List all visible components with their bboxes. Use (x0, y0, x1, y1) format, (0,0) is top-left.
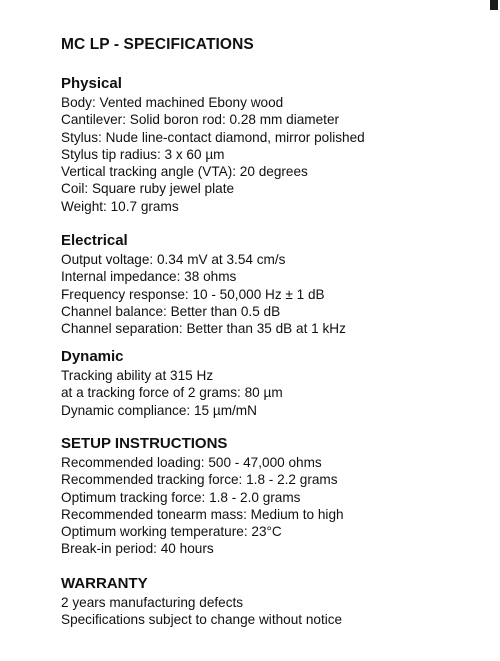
section-electrical (61, 231, 481, 337)
spec-line-change-notice: Specifications subject to change without notice (61, 612, 343, 628)
spec-line-stylus-tip-radius: Stylus tip radius: 3 x 60 µm (61, 146, 225, 162)
scan-corner-mark (490, 0, 498, 10)
spec-line-tracking-force-condition: at a tracking force of 2 grams: 80 µm (61, 385, 283, 401)
spec-line-break-in-period: Break-in period: 40 hours (61, 541, 214, 557)
spec-line-coil: Coil: Square ruby jewel plate (61, 181, 235, 197)
spec-line-channel-balance: Channel balance: Better than 0.5 dB (61, 303, 281, 319)
spec-line-body: Body: Vented machined Ebony wood (61, 95, 284, 110)
spec-line-stylus: Stylus: Nude line-contact diamond, mirror polished (61, 129, 365, 145)
section-dynamic (61, 347, 481, 419)
spec-line-dynamic-compliance: Dynamic compliance: 15 µm/mN (61, 402, 257, 418)
spec-line-recommended-loading: Recommended loading: 500 - 47,000 ohms (61, 455, 322, 470)
section-heading-setup: SETUP INSTRUCTIONS (61, 435, 228, 452)
spec-line-recommended-tracking-force: Recommended tracking force: 1.8 - 2.2 grams (61, 472, 338, 488)
spec-line-output-voltage: Output voltage: 0.34 mV at 3.54 cm/s (61, 252, 286, 267)
spec-line-weight: Weight: 10.7 grams (61, 198, 179, 214)
section-physical (61, 74, 481, 215)
section-warranty (61, 574, 481, 629)
section-setup-instructions (61, 434, 481, 558)
spec-line-internal-impedance: Internal impedance: 38 ohms (61, 269, 237, 285)
spec-line-cantilever: Cantilever: Solid boron rod: 0.28 mm diameter (61, 112, 340, 128)
document-title: MC LP - SPECIFICATIONS (61, 36, 254, 53)
spec-line-optimum-tracking-force: Optimum tracking force: 1.8 - 2.0 grams (61, 489, 301, 505)
spec-line-vta: Vertical tracking angle (VTA): 20 degrees (61, 164, 308, 180)
section-heading-warranty: WARRANTY (61, 575, 148, 592)
spec-line-tracking-ability: Tracking ability at 315 Hz (61, 368, 214, 383)
section-heading-dynamic: Dynamic (61, 348, 124, 365)
spec-line-warranty-term: 2 years manufacturing defects (61, 595, 244, 610)
spec-line-frequency-response: Frequency response: 10 - 50,000 Hz ± 1 dB (61, 286, 325, 302)
spec-line-working-temperature: Optimum working temperature: 23°C (61, 524, 282, 540)
spec-line-tonearm-mass: Recommended tonearm mass: Medium to high (61, 506, 344, 522)
spec-line-channel-separation: Channel separation: Better than 35 dB at 1 kHz (61, 321, 346, 337)
section-heading-physical: Physical (61, 75, 122, 92)
section-heading-electrical: Electrical (61, 232, 128, 249)
